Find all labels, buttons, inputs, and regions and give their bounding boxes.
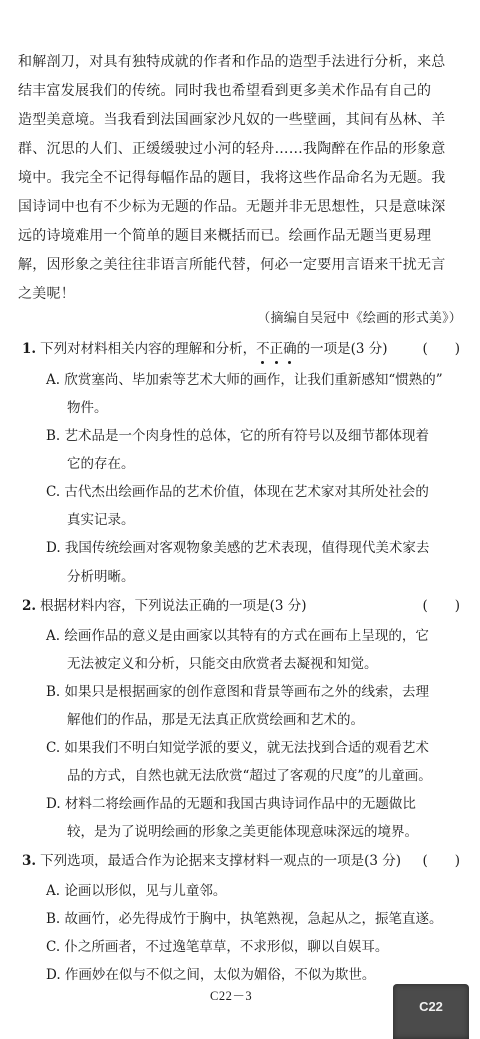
- passage-line: 和解剖刀，对具有独特成就的作者和作品的造型手法进行分析，来总: [18, 54, 446, 70]
- question-text: 的一项是(3 分): [296, 341, 388, 357]
- option-d: D. 作画妙在似与不似之间，太似为媚俗，不似为欺世。: [46, 967, 376, 983]
- passage-line: 境中。我完全不记得每幅作品的题目，我将这些作品命名为无题。我: [18, 170, 446, 186]
- question-number: 2.: [22, 598, 37, 614]
- option-c-cont: 真实记录。: [67, 512, 135, 528]
- page-number: C22－3: [210, 989, 253, 1003]
- passage-line: 国诗词中也有不少标为无题的作品。无题并非无思想性，只是意味深: [18, 199, 446, 215]
- option-b: B. 故画竹，必先得成竹于胸中，执笔熟视，急起从之，振笔直遂。: [46, 911, 443, 927]
- source-citation: （摘编自吴冠中《绘画的形式美》）: [257, 311, 462, 326]
- answer-blank: ( ): [422, 853, 460, 869]
- question-number: 3.: [22, 853, 37, 869]
- reading-passage: [18, 48, 465, 309]
- passage-line: 解，因形象之美往往非语言所能代替，何必一定要用言语来干扰无言: [18, 257, 446, 273]
- option-b: B. 如果只是根据画家的创作意图和背景等画布之外的线索，去理: [46, 684, 430, 700]
- passage-line: 造型美意境。当我看到法国画家沙凡奴的一些壁画，其间有丛林、羊: [18, 112, 446, 128]
- option-a-cont: 物件。: [67, 400, 108, 416]
- passage-line: 群、沉思的人们、正缓缓驶过小河的轻舟……我陶醉在作品的形象意: [18, 141, 446, 157]
- option-a: A. 欣赏塞尚、毕加索等艺术大师的画作，让我们重新感知“惯熟的”: [46, 372, 443, 388]
- option-d-cont: 分析明晰。: [67, 569, 135, 585]
- emphasis-char: 正: [269, 341, 284, 357]
- question-text: 根据材料内容，下列说法正确的一项是(3 分): [40, 598, 307, 614]
- section-badge: C22: [393, 984, 469, 1039]
- passage-line: 远的诗境难用一个简单的题目来概括而已。绘画作品无题当更易理: [18, 228, 432, 244]
- question-text: 下列选项，最适合作为论据来支撑材料一观点的一项是(3 分): [40, 853, 402, 869]
- emphasis-char: 确: [283, 341, 297, 357]
- question-2-stem: [22, 596, 462, 616]
- option-b-cont: 解他们的作品，那是无法真正欣赏绘画和艺术的。: [67, 712, 364, 728]
- option-a: A. 绘画作品的意义是由画家以其特有的方式在画布上呈现的，它: [46, 628, 429, 644]
- option-d: D. 我国传统绘画对客观物象美感的艺术表现，值得现代美术家去: [46, 540, 430, 556]
- option-a: A. 论画以形似，见与儿童邻。: [46, 883, 227, 899]
- option-c: C. 仆之所画者，不过逸笔草草，不求形似，聊以自娱耳。: [46, 939, 389, 955]
- option-b: B. 艺术品是一个肉身性的总体，它的所有符号以及细节都体现着: [46, 428, 430, 444]
- question-text: 下列对材料相关内容的理解和分析，: [40, 341, 257, 357]
- question-3-stem: [22, 851, 462, 871]
- option-d-cont: 较，是为了说明绘画的形象之美更能体现意味深远的境界。: [67, 824, 418, 840]
- question-number: 1.: [22, 341, 37, 357]
- option-c: C. 古代杰出绘画作品的艺术价值，体现在艺术家对其所处社会的: [46, 484, 429, 500]
- option-d: D. 材料二将绘画作品的无题和我国古典诗词作品中的无题做比: [46, 796, 416, 812]
- option-a-cont: 无法被定义和分析，只能交由欣赏者去凝视和知觉。: [67, 656, 378, 672]
- option-b-cont: 它的存在。: [67, 456, 135, 472]
- emphasis-char: 不: [256, 341, 270, 357]
- answer-blank: ( ): [422, 341, 460, 357]
- answer-blank: ( ): [422, 598, 460, 614]
- passage-line: 之美呢！: [18, 286, 75, 302]
- option-c: C. 如果我们不明白知觉学派的要义，就无法找到合适的观看艺术: [46, 740, 429, 756]
- option-c-cont: 品的方式，自然也就无法欣赏“超过了客观的尺度”的儿童画。: [67, 768, 432, 784]
- question-1-stem: [22, 339, 462, 359]
- passage-line: 结丰富发展我们的传统。同时我也希望看到更多美术作品有自己的: [18, 83, 432, 99]
